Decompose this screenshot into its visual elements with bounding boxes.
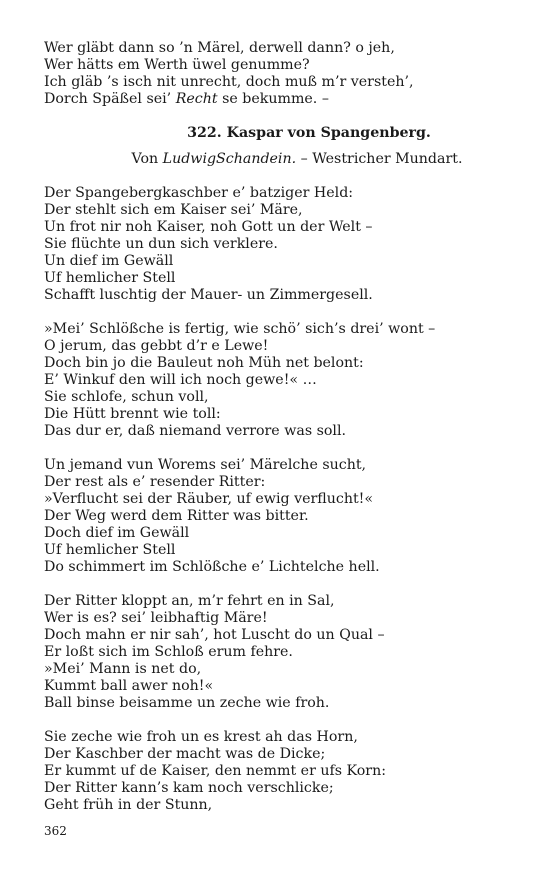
verse-line: Der rest als e’ resender Ritter: [44,474,266,490]
verse-line: Wer hätts em Werth üwel genumme? [44,57,310,73]
verse-line: Doch bin jo die Bauleut noh Müh net belont: [44,355,364,371]
verse-line: Er kummt uf de Kaiser, den nemmt er ufs Korn: [44,763,387,779]
verse-line: Der Kaschber der macht was de Dicke; [44,746,326,762]
byline-prefix: Von [131,151,163,167]
stanza [44,729,514,814]
verse-line: Der Spangebergkaschber e’ batziger Held: [44,185,354,201]
verse-line: Wer is es? sei’ leibhaftig Märe! [44,610,268,626]
verse-line: Uf hemlicher Stell [44,542,176,558]
page-number: 362 [44,824,67,838]
opening-stanza [44,40,514,108]
verse-line: Un frot nir noh Kaiser, noh Gott un der Welt – [44,219,373,235]
stanza [44,457,514,576]
verse-line: »Mei’ Schlößche is fertig, wie schö’ sich’s drei’ wont – [44,321,436,337]
verse-line: Geht früh in der Stunn, [44,797,213,813]
verse-line: Ich gläb ’s isch nit unrecht, doch muß m’r versteh’, [44,74,414,90]
verse-text: se bekumme. – [217,91,329,107]
verse-line: »Mei’ Mann is net do, [44,661,202,677]
stanza [44,593,514,712]
verse-line: Sie zeche wie froh un es krest ah das Horn, [44,729,358,745]
verse-line: Do schimmert im Schlößche e’ Lichtelche hell. [44,559,380,575]
verse-line: Uf hemlicher Stell [44,270,176,286]
stanza [44,185,514,304]
verse-line: Der Weg werd dem Ritter was bitter. [44,508,309,524]
verse-text: Dorch Späßel sei’ [44,91,176,107]
verse-line: Das dur er, daß niemand verrore was soll. [44,423,347,439]
byline-suffix: – Westricher Mundart. [296,151,463,167]
verse-line: O jerum, das gebbt d’r e Lewe! [44,338,269,354]
verse-line: Un jemand vun Worems sei’ Märelche sucht, [44,457,367,473]
poem-heading: 322. Kaspar von Spangenberg. [187,125,431,141]
emphasis-text: Recht [175,91,218,107]
poem-byline [44,151,514,168]
verse-line: Schafft luschtig der Mauer- un Zimmergesell. [44,287,373,303]
stanza [44,321,514,440]
verse-line: Sie flüchte un dun sich verklere. [44,236,278,252]
verse-line: Er loßt sich im Schloß erum fehre. [44,644,293,660]
verse-line: Kummt ball awer noh!« [44,678,214,694]
byline-author: LudwigSchandein. [162,151,297,167]
poem-page [44,40,514,831]
verse-line: Doch mahn er nir sah’, hot Luscht do un Qual – [44,627,385,643]
verse-line: Un dief im Gewäll [44,253,174,269]
verse-line: E’ Winkuf den will ich noch gewe!« … [44,372,317,388]
verse-line: Der Ritter kloppt an, m’r fehrt en in Sal, [44,593,335,609]
verse-line: Der stehlt sich em Kaiser sei’ Märe, [44,202,303,218]
verse-line: Die Hütt brennt wie toll: [44,406,221,422]
verse-line: »Verflucht sei der Räuber, uf ewig verflucht!« [44,491,374,507]
verse-line: Doch dief im Gewäll [44,525,190,541]
verse-line: Wer gläbt dann so ’n Märel, derwell dann? o jeh, [44,40,395,56]
poem-body [44,185,514,814]
verse-line: Sie schlofe, schun voll, [44,389,209,405]
verse-line [44,91,514,108]
verse-line: Der Ritter kann’s kam noch verschlicke; [44,780,334,796]
verse-line: Ball binse beisamme un zeche wie froh. [44,695,330,711]
